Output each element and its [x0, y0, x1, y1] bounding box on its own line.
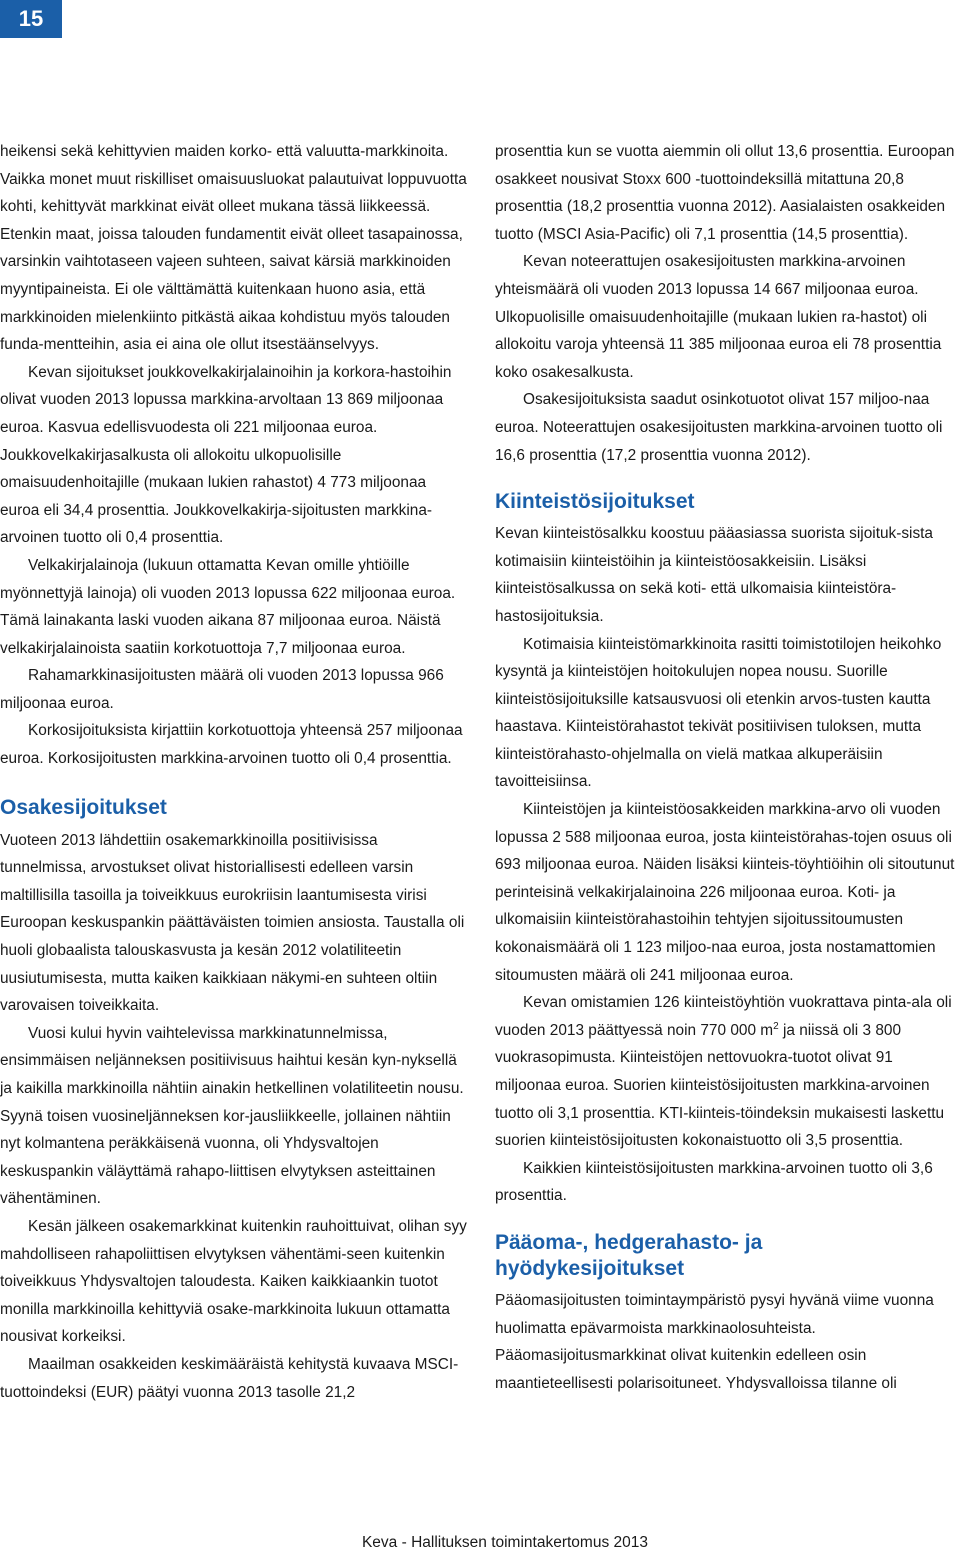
- area-text-start: Kevan omistamien 126 kiinteistöyhtiön vuokrattava pinta-ala oli vuoden 2013 päättyessä noin 770 000 m: [495, 994, 952, 1039]
- body-paragraph: Vuoteen 2013 lähdettiin osakemarkkinoilla positiivisissa tunnelmissa, arvostukset olivat historiallisesti edelleen varsin maltillisilla tasoilla ja toiveikkuus eurokriisin laantumisesta virisi Euroopan keskuspankin päättäväisten toimien ansiosta. Taustalla oli huoli globaalista talouskasvusta ja kesän 2012 volatiliteetin uusiutumisesta, mutta kaiken kaikkiaan näkymi-en suhteen oltiin varovaisen toiveikkaita.: [0, 831, 465, 1015]
- superscript-2: 2: [773, 1020, 779, 1032]
- body-paragraph: Pääomasijoitusten toimintaympäristö pysyi hyvänä viime vuonna huolimatta epävarmoista markkinaolosuhteista. Pääomasijoitusmarkkinat olivat kuitenkin edelleen osin maantieteellisesti polarisoituneet. Yhdysvalloissa tilanne oli: [495, 1291, 934, 1392]
- body-paragraph-area: [495, 989, 960, 1155]
- area-text-end: ja niissä oli 3 800 vuokrasopimusta. Kiinteistöjen nettovuokra-tuotot olivat 91 miljoonaa euroa. Suorien kiinteistösijoitusten markkina-arvoinen tuotto oli 3,1 prosenttia. KTI-kiinteis-töindeksin mukaisesti laskettu suorien kiinteistösijoitusten kokonaistuotto oli 3,5 prosenttia.: [495, 1021, 945, 1150]
- page-footer: Keva - Hallituksen toimintakertomus 2013: [361, 1534, 648, 1551]
- section-heading-private-equity: [495, 1230, 960, 1282]
- body-paragraph: Kevan kiinteistösalkku koostuu pääasiassa suorista sijoituk-sista kotimaisiin kiinteistöihin ja kiinteistöosakkeisiin. Lisäksi kiinteistösalkussa on sekä koti- että ulkomaisia kiinteistöra-hastosijoituksia.: [495, 525, 933, 625]
- left-column: [0, 138, 468, 1406]
- section-heading-real-estate: Kiinteistösijoitukset: [495, 490, 695, 514]
- body-paragraph: Kesän jälkeen osakemarkkinat kuitenkin rauhoittuivat, olihan syy mahdolliseen rahapoliittisen elvytyksen vähentämi-seen kuitenkin toiveikkuus Yhdysvaltojen taloudesta. Kaiken kaikkiaankin tuotot monilla markkinoilla kehittyviä osake-markkinoita lukuun ottamatta nousivat korkeiksi.: [0, 1217, 467, 1346]
- body-paragraph: Rahamarkkinasijoitusten määrä oli vuoden 2013 lopussa 966 miljoonaa euroa.: [0, 667, 444, 712]
- body-paragraph: heikensi sekä kehittyvien maiden korko- että valuutta-markkinoita. Vaikka monet muut riskilliset omaisuusluokat palautuivat loppuvuotta kohti, kehittyvät markkinat eivät olleet mukana tässä liikkeessä. Etenkin maat, joissa talouden fundamentit eivät olleet tasapainossa, varsinkin vaihtotaseen vajeen suhteen, saivat kärsiä markkinoiden myyntipaineista. Ei ole välttämättä kuitenkaan huono asia, että markkinoiden mielenkiinto pitkästä aikaa kohdistuu myös talouden funda-mentteihin, asia ei aina ole ollut itsestäänselvyys.: [0, 143, 467, 354]
- body-paragraph: Velkakirjalainoja (lukuun ottamatta Kevan omille yhtiöille myönnettyjä lainoja) oli vuoden 2013 lopussa 622 miljoonaa euroa. Tämä lainakanta laski vuoden aikana 87 miljoonaa euroa. Näistä velkakirjalainoista saatiin korkotuottoja 7,7 miljoonaa euroa.: [0, 556, 456, 657]
- body-paragraph: Osakesijoituksista saadut osinkotuotot olivat 157 miljoo-naa euroa. Noteerattujen osakesijoitusten markkina-arvoinen tuotto oli 16,6 prosenttia (17,2 prosenttia vuonna 2012).: [495, 391, 943, 464]
- page-number: 15: [0, 0, 62, 38]
- heading-line: Pääoma-, hedgerahasto- ja: [495, 1230, 763, 1254]
- section-heading-equities: Osakesijoitukset: [0, 795, 167, 819]
- body-paragraph: prosenttia kun se vuotta aiemmin oli ollut 13,6 prosenttia. Euroopan osakkeet nousivat Stoxx 600 -tuottoindeksillä mitattuna 20,8 prosenttia (18,2 prosenttia vuonna 2012). Aasialaisten osakkeiden tuotto (MSCI Asia-Pacific) oli 7,1 prosenttia (14,5 prosenttia).: [495, 143, 955, 243]
- body-paragraph: Kotimaisia kiinteistömarkkinoita rasitti toimistotilojen heikohko kysyntä ja kiinteistöjen hoitokulujen nopea nousu. Suorille kiinteistösijoituksille katsausvuosi oli etenkin arvos-tusten kautta haastava. Kiinteistörahastot tekivät positiivisen tuloksen, mutta kiinteistörahasto-ohjelmalla on vielä matkaa alkuperäisiin tavoitteisiinsa.: [495, 635, 942, 791]
- body-paragraph: Vuosi kului hyvin vaihtelevissa markkinatunnelmissa, ensimmäisen neljänneksen positiivisuus haihtui kesän kyn-nyksellä ja kaikilla markkinoilla nähtiin ainakin hetkellinen volatiliteetin nousu. Syynä toisen vuosineljänneksen kor-jausliikkeelle, jollainen nähtiin nyt kolmantena peräkkäisenä vuonna, oli Yhdysvaltojen keskuspankin väläyttämä rahapo-liittisen elvytyksen asteittainen vähentäminen.: [0, 1024, 464, 1208]
- body-paragraph: Kevan sijoitukset joukkovelkakirjalainoihin ja korkora-hastoihin olivat vuoden 2013 lopussa markkina-arvoltaan 13 869 miljoonaa euroa. Kasvua edellisvuodesta oli 221 miljoonaa euroa. Joukkovelkakirjasalkusta oli allokoitu ulkopuolisille omaisuudenhoitajille (mukaan lukien rahastot) 4 773 miljoonaa euroa eli 34,4 prosenttia. Joukkovelkakirja-sijoitusten markkina-arvoinen tuotto oli 0,4 prosenttia.: [0, 363, 452, 547]
- body-paragraph: Kiinteistöjen ja kiinteistöosakkeiden markkina-arvo oli vuoden lopussa 2 588 miljoonaa euroa, josta kiinteistörahas-tojen osuus oli 693 miljoonaa euroa. Näiden lisäksi kiinteis-töyhtiöihin oli sitoutunut perinteisinä velkakirjalainoina 226 miljoonaa euroa. Koti- ja ulkomaisiin kiinteistörahastoihin tehtyjen sijoitussitoumusten kokonaismäärä oli 1 123 miljoo-naa euroa, josta nostamattomien sitoumusten määrä oli 241 miljoonaa euroa.: [495, 801, 955, 984]
- heading-line: hyödykesijoitukset: [495, 1256, 685, 1280]
- body-paragraph: Kaikkien kiinteistösijoitusten markkina-arvoinen tuotto oli 3,6 prosenttia.: [495, 1159, 933, 1205]
- body-paragraph: Kevan noteerattujen osakesijoitusten markkina-arvoinen yhteismäärä oli vuoden 2013 lopussa 14 667 miljoonaa euroa. Ulkopuolisille omaisuudenhoitajille (mukaan lukien ra-hastot) oli allokoitu varoja yhteensä 11 385 miljoonaa euroa eli 78 prosenttia koko osakesalkusta.: [495, 253, 942, 381]
- body-paragraph: Korkosijoituksista kirjattiin korkotuottoja yhteensä 257 miljoonaa euroa. Korkosijoitusten markkina-arvoinen tuotto oli 0,4 prosenttia.: [0, 722, 463, 768]
- body-paragraph: Maailman osakkeiden keskimääräistä kehitystä kuvaava MSCI-tuottoindeksi (EUR) päätyi vuonna 2013 tasolle 21,2: [0, 1355, 459, 1401]
- right-column: [495, 138, 960, 1397]
